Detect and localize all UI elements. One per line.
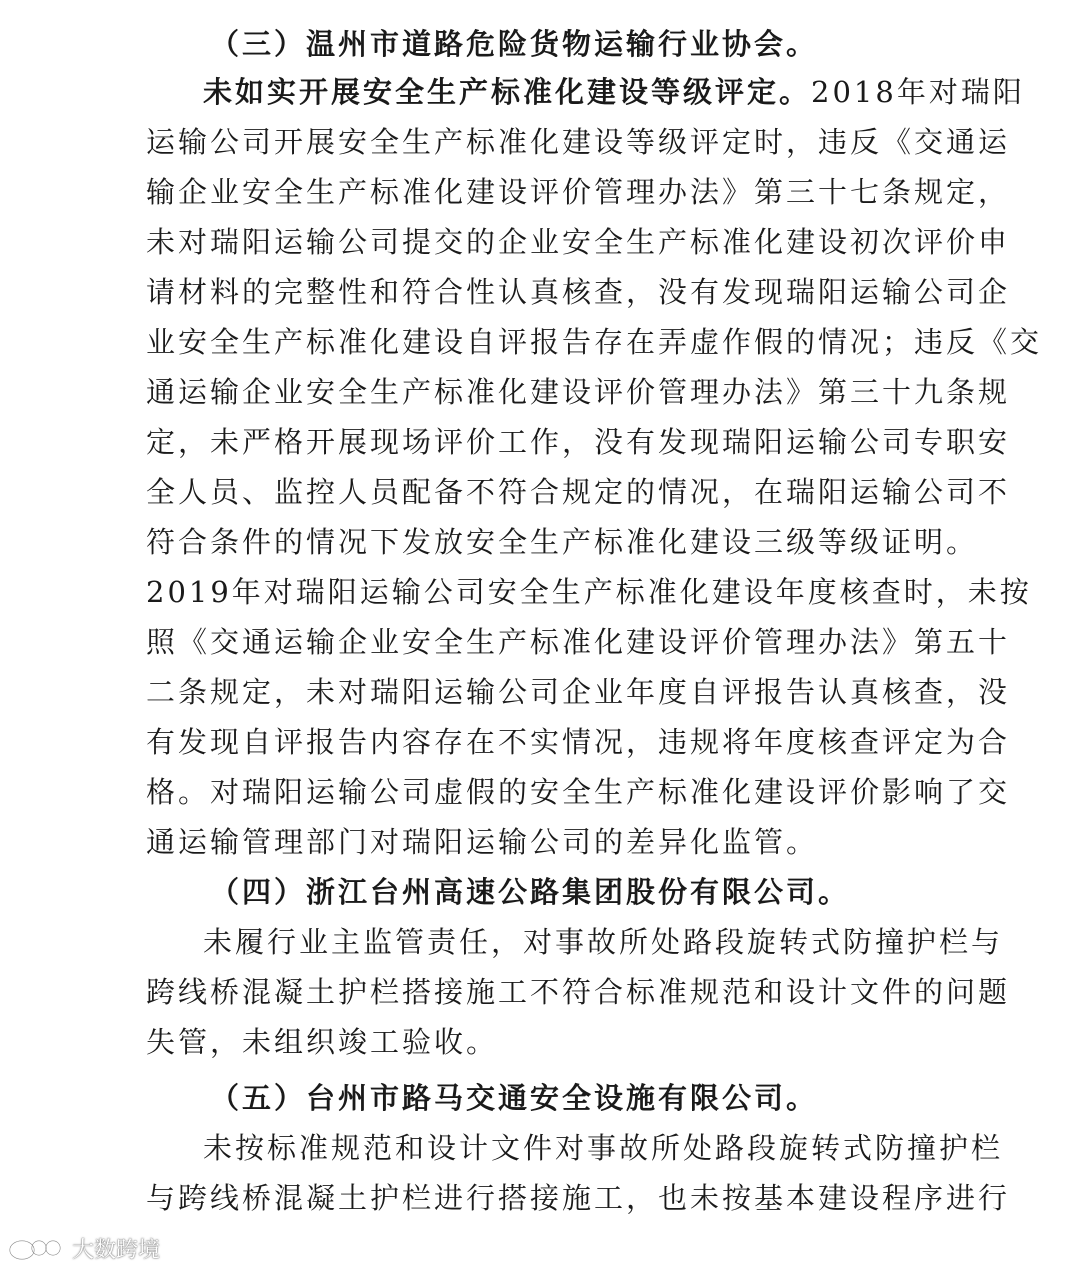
section5-line: 未按标准规范和设计文件对事故所处路段旋转式防撞护栏: [203, 1131, 1004, 1165]
section3-line: 未对瑞阳运输公司提交的企业安全生产标准化建设初次评价申: [146, 225, 1011, 259]
section3-line: 格。对瑞阳运输公司虚假的安全生产标准化建设评价影响了交: [146, 775, 1011, 809]
weibo-logo-icon: [8, 1234, 66, 1262]
section3-line: 2019年对瑞阳运输公司安全生产标准化建设年度核查时，未按: [146, 575, 1032, 609]
section4-heading: （四）浙江台州高速公路集团股份有限公司。: [210, 875, 851, 909]
section3-line: 输企业安全生产标准化建设评价管理办法》第三十七条规定，: [146, 175, 1011, 209]
section3-line: 全人员、监控人员配备不符合规定的情况，在瑞阳运输公司不: [146, 475, 1011, 509]
section3-line: 二条规定，未对瑞阳运输公司企业年度自评报告认真核查，没: [146, 675, 1011, 709]
section3-heading: （三）温州市道路危险货物运输行业协会。: [210, 27, 819, 61]
section3-line: 照《交通运输企业安全生产标准化建设评价管理办法》第五十: [146, 625, 1011, 659]
section3-line: 通运输管理部门对瑞阳运输公司的差异化监管。: [146, 825, 819, 859]
section3-first-line: [203, 72, 1025, 112]
section3-line: 运输公司开展安全生产标准化建设等级评定时，违反《交通运: [146, 125, 1011, 159]
section4-line: 失管，未组织竣工验收。: [146, 1025, 499, 1059]
section3-line: 业安全生产标准化建设自评报告存在弄虚作假的情况；违反《交: [146, 325, 1043, 359]
section3-line-0: 2018年对瑞阳: [811, 75, 1025, 109]
section3-lead: 未如实开展安全生产标准化建设等级评定。: [203, 75, 812, 109]
section4-line: 跨线桥混凝土护栏搭接施工不符合标准规范和设计文件的问题: [146, 975, 1011, 1009]
section5-line: 与跨线桥混凝土护栏进行搭接施工，也未按基本建设程序进行: [146, 1181, 1011, 1215]
watermark: [8, 1232, 160, 1264]
section3-line: 请材料的完整性和符合性认真核查，没有发现瑞阳运输公司企: [146, 275, 1011, 309]
section5-heading: （五）台州市路马交通安全设施有限公司。: [210, 1081, 819, 1115]
section4-line: 未履行业主监管责任，对事故所处路段旋转式防撞护栏与: [203, 925, 1004, 959]
watermark-text: 大数跨境: [72, 1237, 161, 1263]
section3-line: 通运输企业安全生产标准化建设评价管理办法》第三十九条规: [146, 375, 1011, 409]
section3-line: 符合条件的情况下发放安全生产标准化建设三级等级证明。: [146, 525, 979, 559]
section3-line: 有发现自评报告内容存在不实情况，违规将年度核查评定为合: [146, 725, 1011, 759]
section3-line: 定，未严格开展现场评价工作，没有发现瑞阳运输公司专职安: [146, 425, 1011, 459]
